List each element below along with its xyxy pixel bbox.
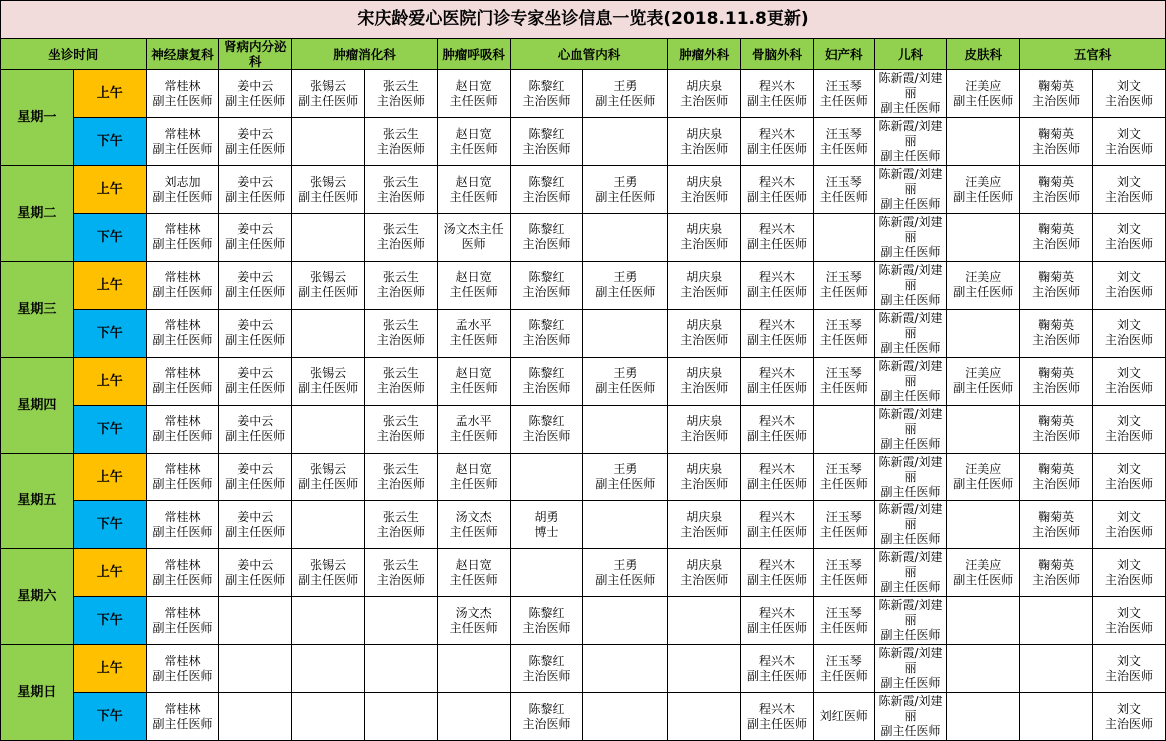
doctor-cell: 陈新霞/刘建丽 副主任医师 [874, 118, 947, 166]
doctor-cell [292, 214, 365, 262]
morning-label: 上午 [73, 357, 146, 405]
doctor-cell: 陈黎红 主治医师 [510, 70, 583, 118]
morning-label: 上午 [73, 453, 146, 501]
doctor-cell: 赵日宽 主任医师 [437, 453, 510, 501]
doctor-cell: 王勇 副主任医师 [583, 261, 668, 309]
doctor-cell: 刘文 主治医师 [1092, 597, 1165, 645]
schedule-row [1, 166, 1166, 214]
doctor-cell: 胡庆泉 主治医师 [668, 70, 741, 118]
doctor-cell: 程兴木 副主任医师 [741, 645, 814, 693]
doctor-cell: 刘文 主治医师 [1092, 501, 1165, 549]
doctor-cell: 刘文 主治医师 [1092, 405, 1165, 453]
doctor-cell: 常桂林 副主任医师 [146, 549, 219, 597]
doctor-cell: 胡庆泉 主治医师 [668, 453, 741, 501]
doctor-cell: 刘红医师 [813, 693, 874, 741]
doctor-cell: 鞠菊英 主治医师 [1020, 357, 1093, 405]
morning-label: 上午 [73, 645, 146, 693]
doctor-cell: 陈黎红 主治医师 [510, 309, 583, 357]
afternoon-label: 下午 [73, 309, 146, 357]
doctor-cell: 陈黎红 主治医师 [510, 405, 583, 453]
doctor-cell: 汪玉琴 主任医师 [813, 166, 874, 214]
doctor-cell [813, 214, 874, 262]
afternoon-label: 下午 [73, 693, 146, 741]
doctor-cell: 刘文 主治医师 [1092, 70, 1165, 118]
doctor-cell [583, 501, 668, 549]
doctor-cell: 汪玉琴 主任医师 [813, 549, 874, 597]
doctor-cell: 汪玉琴 主任医师 [813, 645, 874, 693]
doctor-cell [947, 693, 1020, 741]
doctor-cell [292, 118, 365, 166]
afternoon-label: 下午 [73, 214, 146, 262]
doctor-cell: 汪美应 副主任医师 [947, 70, 1020, 118]
doctor-cell: 常桂林 副主任医师 [146, 597, 219, 645]
doctor-cell: 陈黎红 主治医师 [510, 118, 583, 166]
schedule-row [1, 70, 1166, 118]
doctor-cell: 姜中云 副主任医师 [219, 405, 292, 453]
doctor-cell: 陈新霞/刘建丽 副主任医师 [874, 693, 947, 741]
doctor-cell [510, 453, 583, 501]
doctor-cell: 陈黎红 主治医师 [510, 357, 583, 405]
morning-label: 上午 [73, 166, 146, 214]
department-header: 肾病内分泌科 [219, 38, 292, 70]
doctor-cell: 程兴木 副主任医师 [741, 70, 814, 118]
department-header: 心血管内科 [510, 38, 668, 70]
morning-label: 上午 [73, 261, 146, 309]
doctor-cell: 孟水平 主任医师 [437, 309, 510, 357]
doctor-cell [1020, 645, 1093, 693]
doctor-cell: 鞠菊英 主治医师 [1020, 166, 1093, 214]
doctor-cell: 刘文 主治医师 [1092, 118, 1165, 166]
doctor-cell: 陈黎红 主治医师 [510, 166, 583, 214]
doctor-cell: 陈黎红 主治医师 [510, 645, 583, 693]
weekday-label: 星期四 [1, 357, 74, 453]
doctor-cell: 陈新霞/刘建丽 副主任医师 [874, 261, 947, 309]
doctor-cell [292, 597, 365, 645]
doctor-cell: 王勇 副主任医师 [583, 166, 668, 214]
department-header-row [1, 38, 1166, 70]
doctor-cell [292, 693, 365, 741]
doctor-cell: 陈新霞/刘建丽 副主任医师 [874, 549, 947, 597]
doctor-cell: 姜中云 副主任医师 [219, 309, 292, 357]
doctor-cell: 王勇 副主任医师 [583, 70, 668, 118]
doctor-cell: 程兴木 副主任医师 [741, 453, 814, 501]
doctor-cell: 陈黎红 主治医师 [510, 693, 583, 741]
doctor-cell: 赵日宽 主任医师 [437, 118, 510, 166]
doctor-cell: 刘文 主治医师 [1092, 309, 1165, 357]
doctor-cell: 王勇 副主任医师 [583, 453, 668, 501]
doctor-cell: 汤文杰主任医师 [437, 214, 510, 262]
doctor-cell: 赵日宽 主任医师 [437, 549, 510, 597]
doctor-cell: 陈新霞/刘建丽 副主任医师 [874, 70, 947, 118]
weekday-label: 星期三 [1, 261, 74, 357]
doctor-cell: 王勇 副主任医师 [583, 357, 668, 405]
doctor-cell: 张云生 主治医师 [364, 453, 437, 501]
doctor-cell: 鞠菊英 主治医师 [1020, 118, 1093, 166]
schedule-row [1, 693, 1166, 741]
doctor-cell: 张锡云 副主任医师 [292, 357, 365, 405]
doctor-cell: 胡庆泉 主治医师 [668, 261, 741, 309]
department-header: 肿瘤外科 [668, 38, 741, 70]
doctor-cell: 姜中云 副主任医师 [219, 70, 292, 118]
doctor-cell: 张云生 主治医师 [364, 501, 437, 549]
doctor-cell: 刘文 主治医师 [1092, 214, 1165, 262]
page-title: 宋庆龄爱心医院门诊专家坐诊信息一览表(2018.11.8更新) [1, 1, 1166, 39]
doctor-cell: 陈新霞/刘建丽 副主任医师 [874, 357, 947, 405]
department-header: 儿科 [874, 38, 947, 70]
doctor-cell [668, 597, 741, 645]
doctor-cell: 常桂林 副主任医师 [146, 501, 219, 549]
doctor-cell: 姜中云 副主任医师 [219, 214, 292, 262]
doctor-cell: 汤文杰 主任医师 [437, 597, 510, 645]
afternoon-label: 下午 [73, 597, 146, 645]
schedule-row [1, 501, 1166, 549]
weekday-label: 星期日 [1, 645, 74, 741]
doctor-cell [292, 501, 365, 549]
afternoon-label: 下午 [73, 118, 146, 166]
doctor-cell: 张锡云 副主任医师 [292, 549, 365, 597]
doctor-cell: 胡庆泉 主治医师 [668, 166, 741, 214]
doctor-cell [1020, 693, 1093, 741]
schedule-row [1, 645, 1166, 693]
weekday-label: 星期一 [1, 70, 74, 166]
doctor-cell: 程兴木 副主任医师 [741, 549, 814, 597]
doctor-cell: 陈新霞/刘建丽 副主任医师 [874, 645, 947, 693]
doctor-cell: 汪美应 副主任医师 [947, 166, 1020, 214]
doctor-cell [668, 645, 741, 693]
doctor-cell [437, 645, 510, 693]
doctor-cell [947, 405, 1020, 453]
doctor-cell: 胡庆泉 主治医师 [668, 501, 741, 549]
doctor-cell [292, 645, 365, 693]
doctor-cell: 张云生 主治医师 [364, 214, 437, 262]
doctor-cell: 汪玉琴 主任医师 [813, 453, 874, 501]
doctor-cell: 张云生 主治医师 [364, 405, 437, 453]
doctor-cell: 姜中云 副主任医师 [219, 549, 292, 597]
doctor-cell [947, 118, 1020, 166]
doctor-cell: 刘文 主治医师 [1092, 693, 1165, 741]
doctor-cell: 陈新霞/刘建丽 副主任医师 [874, 453, 947, 501]
doctor-cell [219, 693, 292, 741]
doctor-cell: 姜中云 副主任医师 [219, 453, 292, 501]
doctor-cell: 张锡云 副主任医师 [292, 70, 365, 118]
doctor-cell: 汪玉琴 主任医师 [813, 70, 874, 118]
doctor-cell: 陈黎红 主治医师 [510, 214, 583, 262]
doctor-cell: 刘文 主治医师 [1092, 357, 1165, 405]
doctor-cell: 鞠菊英 主治医师 [1020, 214, 1093, 262]
doctor-cell: 张锡云 副主任医师 [292, 261, 365, 309]
doctor-cell: 胡庆泉 主治医师 [668, 549, 741, 597]
doctor-cell [947, 309, 1020, 357]
doctor-cell [583, 597, 668, 645]
doctor-cell: 胡庆泉 主治医师 [668, 405, 741, 453]
doctor-cell: 张云生 主治医师 [364, 309, 437, 357]
doctor-cell: 姜中云 副主任医师 [219, 501, 292, 549]
morning-label: 上午 [73, 549, 146, 597]
schedule-row [1, 357, 1166, 405]
title-row [1, 1, 1166, 39]
doctor-cell: 鞠菊英 主治医师 [1020, 549, 1093, 597]
doctor-cell: 汪玉琴 主任医师 [813, 597, 874, 645]
doctor-cell [510, 549, 583, 597]
doctor-cell: 张锡云 副主任医师 [292, 166, 365, 214]
afternoon-label: 下午 [73, 405, 146, 453]
doctor-cell: 孟水平 主任医师 [437, 405, 510, 453]
doctor-cell [364, 693, 437, 741]
doctor-cell [947, 645, 1020, 693]
doctor-cell [292, 309, 365, 357]
schedule-row [1, 549, 1166, 597]
doctor-cell: 赵日宽 主任医师 [437, 70, 510, 118]
doctor-cell: 张云生 主治医师 [364, 166, 437, 214]
doctor-cell: 王勇 副主任医师 [583, 549, 668, 597]
doctor-cell: 汪玉琴 主任医师 [813, 501, 874, 549]
schedule-row [1, 118, 1166, 166]
doctor-cell: 姜中云 副主任医师 [219, 166, 292, 214]
doctor-cell [668, 693, 741, 741]
afternoon-label: 下午 [73, 501, 146, 549]
doctor-cell: 张云生 主治医师 [364, 70, 437, 118]
doctor-cell: 张云生 主治医师 [364, 357, 437, 405]
weekday-label: 星期六 [1, 549, 74, 645]
doctor-cell: 陈黎红 主治医师 [510, 597, 583, 645]
doctor-cell: 姜中云 副主任医师 [219, 261, 292, 309]
doctor-cell: 胡庆泉 主治医师 [668, 357, 741, 405]
doctor-cell [219, 597, 292, 645]
doctor-cell [947, 214, 1020, 262]
doctor-cell: 汪美应 副主任医师 [947, 357, 1020, 405]
department-header: 肿瘤呼吸科 [437, 38, 510, 70]
doctor-cell: 赵日宽 主任医师 [437, 166, 510, 214]
doctor-cell: 陈新霞/刘建丽 副主任医师 [874, 501, 947, 549]
doctor-cell: 胡庆泉 主治医师 [668, 309, 741, 357]
doctor-cell: 鞠菊英 主治医师 [1020, 309, 1093, 357]
doctor-cell [583, 214, 668, 262]
doctor-cell: 胡庆泉 主治医师 [668, 118, 741, 166]
morning-label: 上午 [73, 70, 146, 118]
doctor-cell: 刘文 主治医师 [1092, 453, 1165, 501]
doctor-cell: 程兴木 副主任医师 [741, 357, 814, 405]
weekday-label: 星期五 [1, 453, 74, 549]
doctor-cell: 陈新霞/刘建丽 副主任医师 [874, 166, 947, 214]
doctor-cell: 程兴木 副主任医师 [741, 693, 814, 741]
doctor-cell: 常桂林 副主任医师 [146, 645, 219, 693]
doctor-cell: 汤文杰 主任医师 [437, 501, 510, 549]
doctor-cell [583, 645, 668, 693]
doctor-cell: 张云生 主治医师 [364, 118, 437, 166]
doctor-cell [437, 693, 510, 741]
department-header: 肿瘤消化科 [292, 38, 438, 70]
doctor-cell: 鞠菊英 主治医师 [1020, 405, 1093, 453]
doctor-cell: 刘文 主治医师 [1092, 645, 1165, 693]
doctor-cell [292, 405, 365, 453]
schedule-row [1, 405, 1166, 453]
schedule-row [1, 453, 1166, 501]
doctor-cell: 常桂林 副主任医师 [146, 261, 219, 309]
department-header: 皮肤科 [947, 38, 1020, 70]
doctor-cell: 张云生 主治医师 [364, 549, 437, 597]
doctor-cell: 刘文 主治医师 [1092, 549, 1165, 597]
doctor-cell: 程兴木 副主任医师 [741, 597, 814, 645]
doctor-cell: 张锡云 副主任医师 [292, 453, 365, 501]
doctor-cell: 陈新霞/刘建丽 副主任医师 [874, 309, 947, 357]
doctor-cell: 鞠菊英 主治医师 [1020, 501, 1093, 549]
doctor-cell: 常桂林 副主任医师 [146, 405, 219, 453]
doctor-cell: 胡庆泉 主治医师 [668, 214, 741, 262]
doctor-cell: 汪美应 副主任医师 [947, 549, 1020, 597]
doctor-cell [219, 645, 292, 693]
doctor-cell: 汪玉琴 主任医师 [813, 118, 874, 166]
doctor-cell: 陈新霞/刘建丽 副主任医师 [874, 405, 947, 453]
department-header: 妇产科 [813, 38, 874, 70]
doctor-cell: 陈新霞/刘建丽 副主任医师 [874, 214, 947, 262]
department-header: 神经康复科 [146, 38, 219, 70]
doctor-cell: 张云生 主治医师 [364, 261, 437, 309]
doctor-cell: 程兴木 副主任医师 [741, 261, 814, 309]
doctor-cell: 赵日宽 主任医师 [437, 357, 510, 405]
doctor-cell: 程兴木 副主任医师 [741, 405, 814, 453]
doctor-cell: 汪美应 副主任医师 [947, 261, 1020, 309]
doctor-cell: 姜中云 副主任医师 [219, 118, 292, 166]
doctor-cell [813, 405, 874, 453]
time-column-header: 坐诊时间 [1, 38, 147, 70]
doctor-cell [947, 597, 1020, 645]
doctor-cell: 常桂林 副主任医师 [146, 693, 219, 741]
schedule-row [1, 261, 1166, 309]
doctor-cell: 常桂林 副主任医师 [146, 70, 219, 118]
doctor-cell: 程兴木 副主任医师 [741, 118, 814, 166]
doctor-cell: 常桂林 副主任医师 [146, 357, 219, 405]
schedule-row [1, 214, 1166, 262]
doctor-cell: 程兴木 副主任医师 [741, 501, 814, 549]
doctor-cell [583, 118, 668, 166]
doctor-cell: 陈黎红 主治医师 [510, 261, 583, 309]
doctor-cell: 汪玉琴 主任医师 [813, 309, 874, 357]
doctor-cell [947, 501, 1020, 549]
doctor-cell: 汪玉琴 主任医师 [813, 261, 874, 309]
doctor-cell: 鞠菊英 主治医师 [1020, 453, 1093, 501]
doctor-cell: 汪美应 副主任医师 [947, 453, 1020, 501]
doctor-cell: 胡勇 博士 [510, 501, 583, 549]
doctor-cell: 鞠菊英 主治医师 [1020, 261, 1093, 309]
doctor-cell [1020, 597, 1093, 645]
doctor-cell: 赵日宽 主任医师 [437, 261, 510, 309]
doctor-cell: 程兴木 副主任医师 [741, 214, 814, 262]
department-header: 五官科 [1020, 38, 1166, 70]
doctor-cell: 陈新霞/刘建丽 副主任医师 [874, 597, 947, 645]
weekday-label: 星期二 [1, 166, 74, 262]
doctor-cell: 常桂林 副主任医师 [146, 214, 219, 262]
doctor-cell: 程兴木 副主任医师 [741, 309, 814, 357]
doctor-cell: 程兴木 副主任医师 [741, 166, 814, 214]
doctor-cell: 刘文 主治医师 [1092, 166, 1165, 214]
doctor-cell [364, 645, 437, 693]
doctor-cell [583, 693, 668, 741]
doctor-cell: 常桂林 副主任医师 [146, 453, 219, 501]
doctor-cell: 汪玉琴 主任医师 [813, 357, 874, 405]
doctor-cell: 常桂林 副主任医师 [146, 118, 219, 166]
schedule-row [1, 309, 1166, 357]
doctor-cell [583, 405, 668, 453]
doctor-cell: 姜中云 副主任医师 [219, 357, 292, 405]
department-header: 骨脑外科 [741, 38, 814, 70]
doctor-cell: 刘文 主治医师 [1092, 261, 1165, 309]
doctor-cell: 常桂林 副主任医师 [146, 309, 219, 357]
doctor-cell [364, 597, 437, 645]
doctor-cell: 刘志加 副主任医师 [146, 166, 219, 214]
doctor-cell [583, 309, 668, 357]
schedule-row [1, 597, 1166, 645]
doctor-cell: 鞠菊英 主治医师 [1020, 70, 1093, 118]
